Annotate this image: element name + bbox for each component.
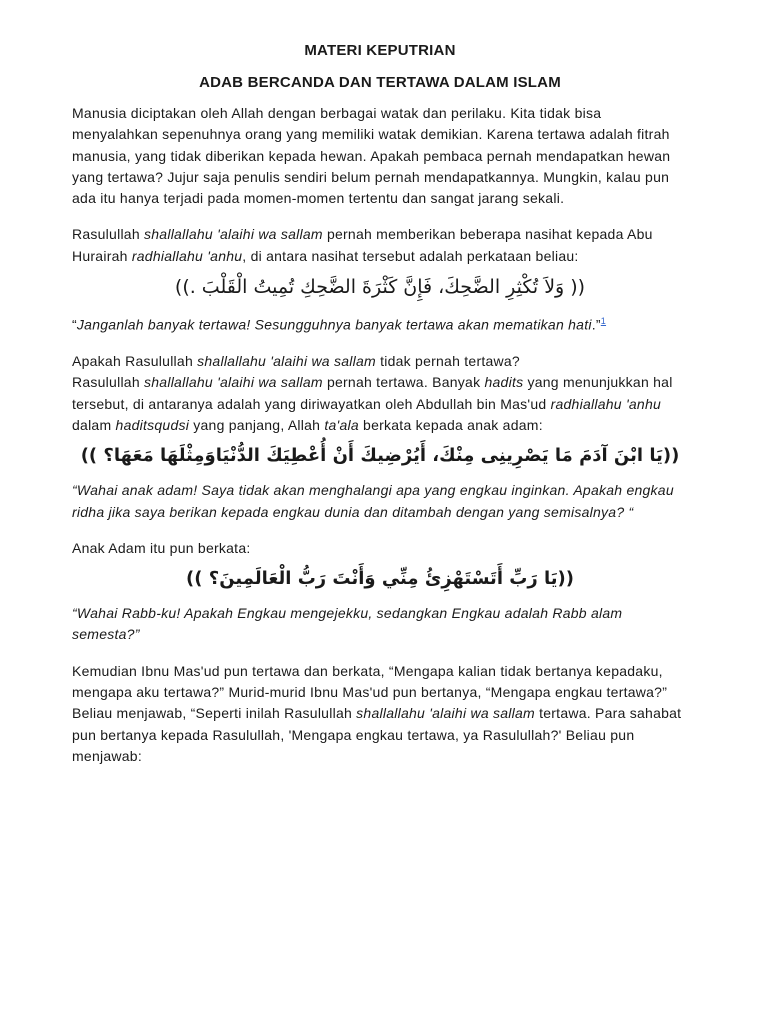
quote-translation-2: “Wahai anak adam! Saya tidak akan menghalangi apa yang engkau inginkan. Apakah engkau ridha jika saya berikan kepada engkau dunia dan ditambah dengan yang semisalnya? “: [72, 482, 674, 520]
paragraph-question: Apakah Rasulullah shallallahu 'alaihi wa sallam tidak pernah tertawa?: [72, 353, 520, 370]
arabic-text-1: (( وَلاَ تُكْثِرِ الضَّحِكَ، فَإِنَّ كَثْرَةَ الضَّحِكِ تُمِيتُ الْقَلْبَ .)): [174, 276, 586, 299]
paragraph-anak-adam: Anak Adam itu pun berkata:: [72, 539, 251, 556]
footnote-link[interactable]: 1: [600, 316, 607, 327]
arabic-text-3: ((يَا رَبِّ أَتَسْتَهْزِئُ مِنِّي وَأَنْتَ رَبُّ الْعَالَمِينَ؟ )): [186, 568, 574, 590]
paragraph-nasihat: Rasulullah shallallahu 'alaihi wa sallam pernah memberikan beberapa nasihat kepada Abu Hurairah radhiallahu 'anhu, di antara nasihat tersebut adalah perkataan beliau:: [72, 226, 653, 264]
quote-translation-3: “Wahai Rabb-ku! Apakah Engkau mengejekku, sedangkan Engkau adalah Rabb alam semesta?”: [72, 605, 623, 643]
paragraph-intro: Manusia diciptakan oleh Allah dengan berbagai watak dan perilaku. Kita tidak bisa menyalahkan sepenuhnya orang yang memiliki watak demikian. Karena tertawa adalah fitrah manusia, yang tidak diberikan kepada hewan. Apakah pembaca pernah mendapatkan hewan yang tertawa? Jujur saja penulis sendiri belum pernah mendapatkannya. Mungkin, kalau pun ada itu hanya terjadi pada momen-momen tertentu dan sangat jarang sekali.: [72, 105, 671, 207]
document-title: MATERI KEPUTRIAN: [304, 42, 456, 59]
document-subtitle: ADAB BERCANDA DAN TERTAWA DALAM ISLAM: [199, 74, 561, 91]
paragraph-ibnu-masud: Kemudian Ibnu Mas'ud pun tertawa dan berkata, “Mengapa kalian tidak bertanya kepadaku, mengapa aku tertawa?” Murid-murid Ibnu Mas'ud pun bertanya, “Mengapa engkau tertawa?” Beliau menjawab, “Seperti inilah Rasulullah shallallahu 'alaihi wa sallam tertawa. Para sahabat pun bertanya kepada Rasulullah, 'Mengapa engkau tertawa, ya Rasulullah?' Beliau pun menjawab:: [72, 662, 682, 764]
arabic-text-2: ((يَا ابْنَ آدَمَ مَا يَصْرِينِى مِنْكَ، أَيُرْضِيكَ أَنْ أُعْطِيَكَ الدُّنْيَاوَمِثْلَهَا مَعَهَا؟ )): [80, 445, 680, 467]
paragraph-hadits: Rasulullah shallallahu 'alaihi wa sallam pernah tertawa. Banyak hadits yang menunjukkan hal tersebut, di antaranya adalah yang diriwayatkan oleh Abdullah bin Mas'ud radhiallahu 'anhu dalam haditsqudsi yang panjang, Allah ta'ala berkata kepada anak adam:: [72, 374, 673, 433]
quote-translation-1: “Janganlah banyak tertawa! Sesungguhnya banyak tertawa akan mematikan hati.”$^1$: [72, 316, 607, 333]
